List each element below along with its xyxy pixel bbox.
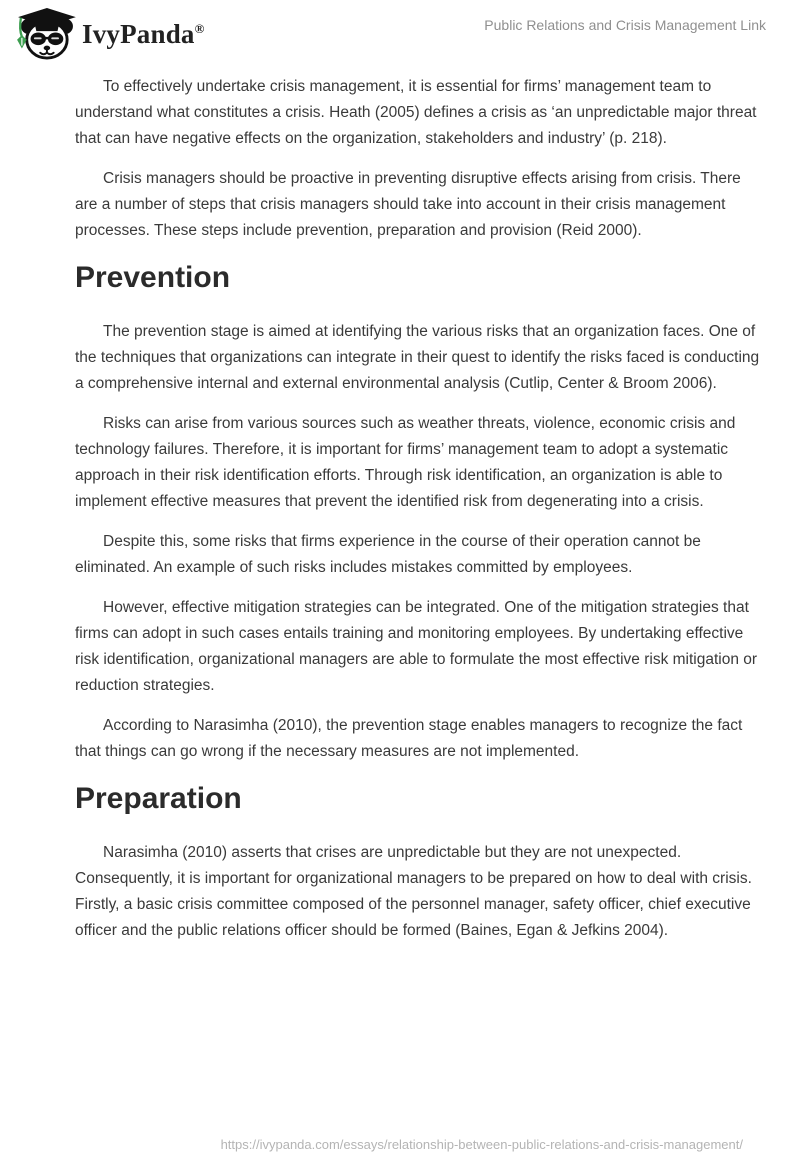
footer bbox=[0, 1137, 800, 1152]
section-heading-prevention: Prevention bbox=[75, 261, 231, 294]
paragraph-narasimha-prevention: According to Narasimha (2010), the prevention stage enables managers to recognize the fact that things can go wrong if the necessary measures are not implemented. bbox=[75, 717, 743, 760]
source-url: https://ivypanda.com/essays/relationship-between-public-relations-and-crisis-management/ bbox=[220, 1137, 743, 1152]
paragraph-crisis-managers-steps: Crisis managers should be proactive in preventing disruptive effects arising from crisis. There are a number of steps that crisis managers should take into account in their crisis management processes. These steps include prevention, preparation and provision (Reid 2000). bbox=[75, 170, 741, 239]
header bbox=[0, 0, 800, 66]
paragraph-risks-cannot-be-eliminated: Despite this, some risks that firms experience in the course of their operation cannot be eliminated. An example of such risks includes mistakes committed by employees. bbox=[75, 533, 701, 576]
brand bbox=[14, 8, 205, 60]
paragraph-prevention-stage: The prevention stage is aimed at identifying the various risks that an organization faces. One of the techniques that organizations can integrate in their quest to identify the risks faced is conducting a comprehensive internal and external environmental analysis (Cutlip, Center & Broom 2006). bbox=[75, 323, 760, 392]
paragraph-mitigation-strategies: However, effective mitigation strategies can be integrated. One of the mitigation strategies that firms can adopt in such cases entails training and monitoring employees. By undertaking effective risk identification, organizational managers are able to formulate the most effective risk mitigation or reduction strategies. bbox=[75, 599, 758, 694]
paragraph-risk-sources: Risks can arise from various sources such as weather threats, violence, economic crisis and technology failures. Therefore, it is important for firms’ management team to adopt a systematic approach in their risk identification efforts. Through risk identification, an organization is able to implement effective measures that prevent the identified risk from degenerating into a crisis. bbox=[75, 415, 736, 510]
registered-trademark-symbol: ® bbox=[194, 21, 205, 36]
section-heading-preparation: Preparation bbox=[75, 782, 242, 815]
ivypanda-panda-logo-icon bbox=[14, 8, 76, 60]
paragraph-preparation-committee: Narasimha (2010) asserts that crises are unpredictable but they are not unexpected. Consequently, it is important for organizational managers to be prepared on how to deal with crisis. Firstly, a basic crisis committee composed of the personnel manager, safety officer, chief executive officer and the public relations officer should be formed (Baines, Egan & Jefkins 2004). bbox=[75, 844, 752, 939]
document-title: Public Relations and Crisis Management Link bbox=[484, 17, 766, 33]
article-content bbox=[75, 66, 765, 958]
brand-name: IvyPanda® bbox=[82, 19, 205, 49]
paragraph-crisis-definition: To effectively undertake crisis management, it is essential for firms’ management team to understand what constitutes a crisis. Heath (2005) defines a crisis as ‘an unpredictable major threat that can have negative effects on the organization, stakeholders and industry’ (p. 218). bbox=[75, 78, 757, 147]
